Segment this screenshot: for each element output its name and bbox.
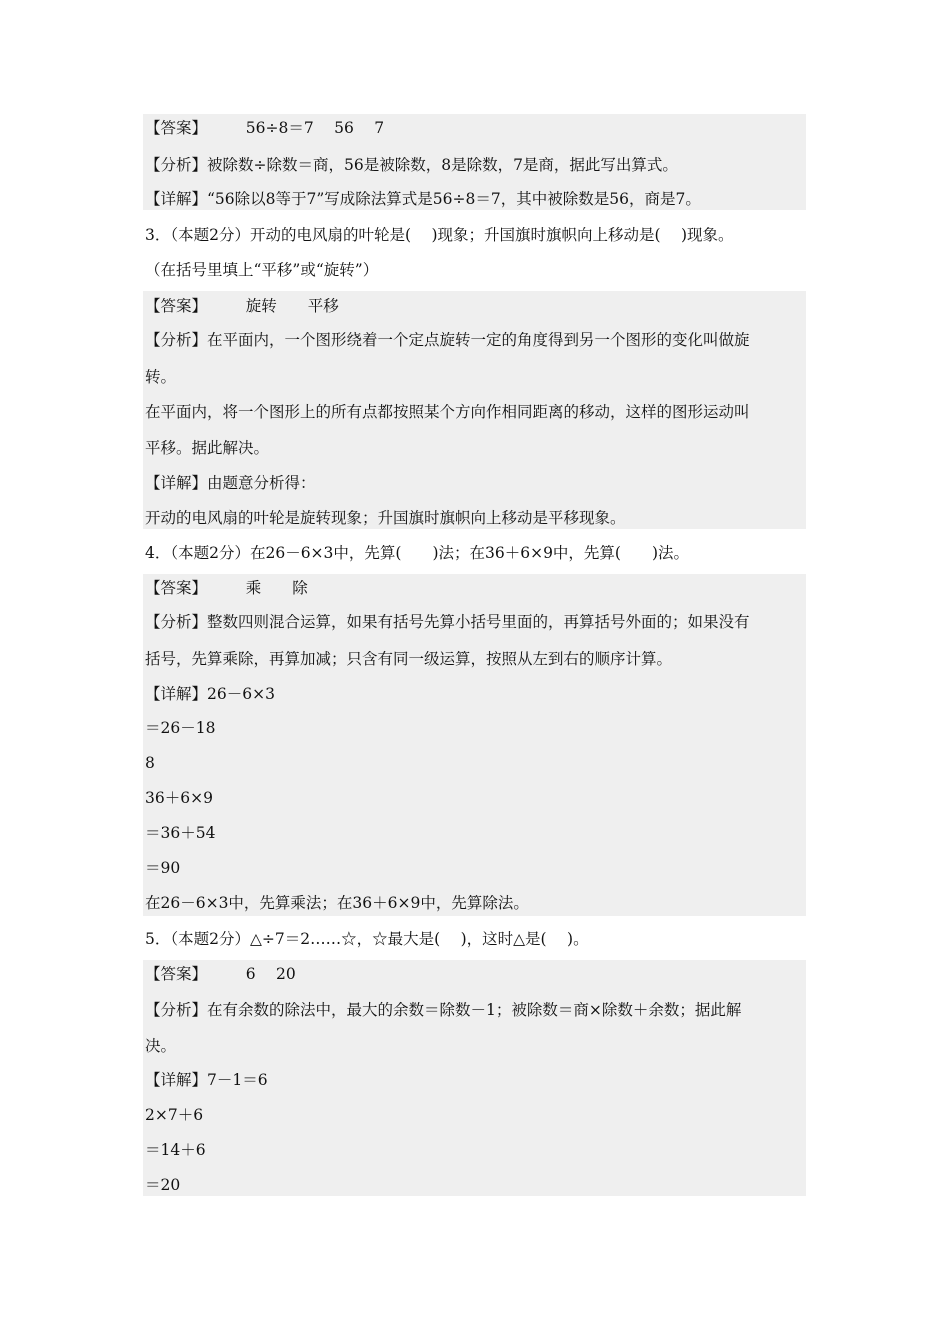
answer-line: 【答案】 乘 除 <box>145 579 308 597</box>
analysis-line: 平移。据此解决。 <box>145 439 270 457</box>
answer-line: 【答案】 6 20 <box>145 965 296 983</box>
detail-line: ＝90 <box>145 859 181 877</box>
analysis-line: 【分析】在平面内，一个图形绕着一个定点旋转一定的角度得到另一个图形的变化叫做旋 <box>145 331 750 349</box>
detail-line: 8 <box>145 754 155 772</box>
detail-line: 【详解】由题意分析得： <box>145 474 316 492</box>
analysis-line: 【分析】在有余数的除法中，最大的余数＝除数－1；被除数＝商×除数＋余数；据此解 <box>145 1001 742 1019</box>
detail-line: 2×7＋6 <box>145 1106 204 1124</box>
detail-line: 开动的电风扇的叶轮是旋转现象；升国旗时旗帜向上移动是平移现象。 <box>145 509 626 527</box>
detail-line: ＝20 <box>145 1176 181 1194</box>
detail-line: 【详解】26－6×3 <box>145 685 275 703</box>
detail-line: ＝26－18 <box>145 719 216 737</box>
answer-line: 【答案】 旋转 平移 <box>145 297 339 315</box>
answer-line: 【答案】 56÷8＝7 56 7 <box>145 119 385 137</box>
detail-line: 在26－6×3中，先算乘法；在36＋6×9中，先算除法。 <box>145 894 529 912</box>
analysis-line: 【分析】被除数÷除数＝商，56是被除数，8是除数，7是商，据此写出算式。 <box>145 156 678 174</box>
question-text: 5．（本题2分）△÷7＝2……☆，☆最大是( )，这时△是( )。 <box>145 930 589 948</box>
detail-line: 【详解】7－1＝6 <box>145 1071 268 1089</box>
analysis-line: 转。 <box>145 368 177 386</box>
detail-line: ＝36＋54 <box>145 824 216 842</box>
analysis-line: 【分析】整数四则混合运算，如果有括号先算小括号里面的，再算括号外面的；如果没有 <box>145 613 750 631</box>
detail-line: 【详解】“56除以8等于7”写成除法算式是56÷8＝7，其中被除数是56，商是7。 <box>145 190 701 208</box>
analysis-line: 决。 <box>145 1037 177 1055</box>
detail-line: 36＋6×9 <box>145 789 213 807</box>
question-text: 3．（本题2分）开动的电风扇的叶轮是( )现象；升国旗时旗帜向上移动是( )现象。 <box>145 226 734 244</box>
detail-line: ＝14＋6 <box>145 1141 206 1159</box>
question-text: 4．（本题2分）在26－6×3中，先算( )法；在36＋6×9中，先算( )法。 <box>145 544 690 562</box>
analysis-line: 括号，先算乘除，再算加减；只含有同一级运算，按照从左到右的顺序计算。 <box>145 650 673 668</box>
question-text: （在括号里填上“平移”或“旋转”） <box>145 261 379 279</box>
analysis-line: 在平面内，将一个图形上的所有点都按照某个方向作相同距离的移动，这样的图形运动叫 <box>145 403 750 421</box>
